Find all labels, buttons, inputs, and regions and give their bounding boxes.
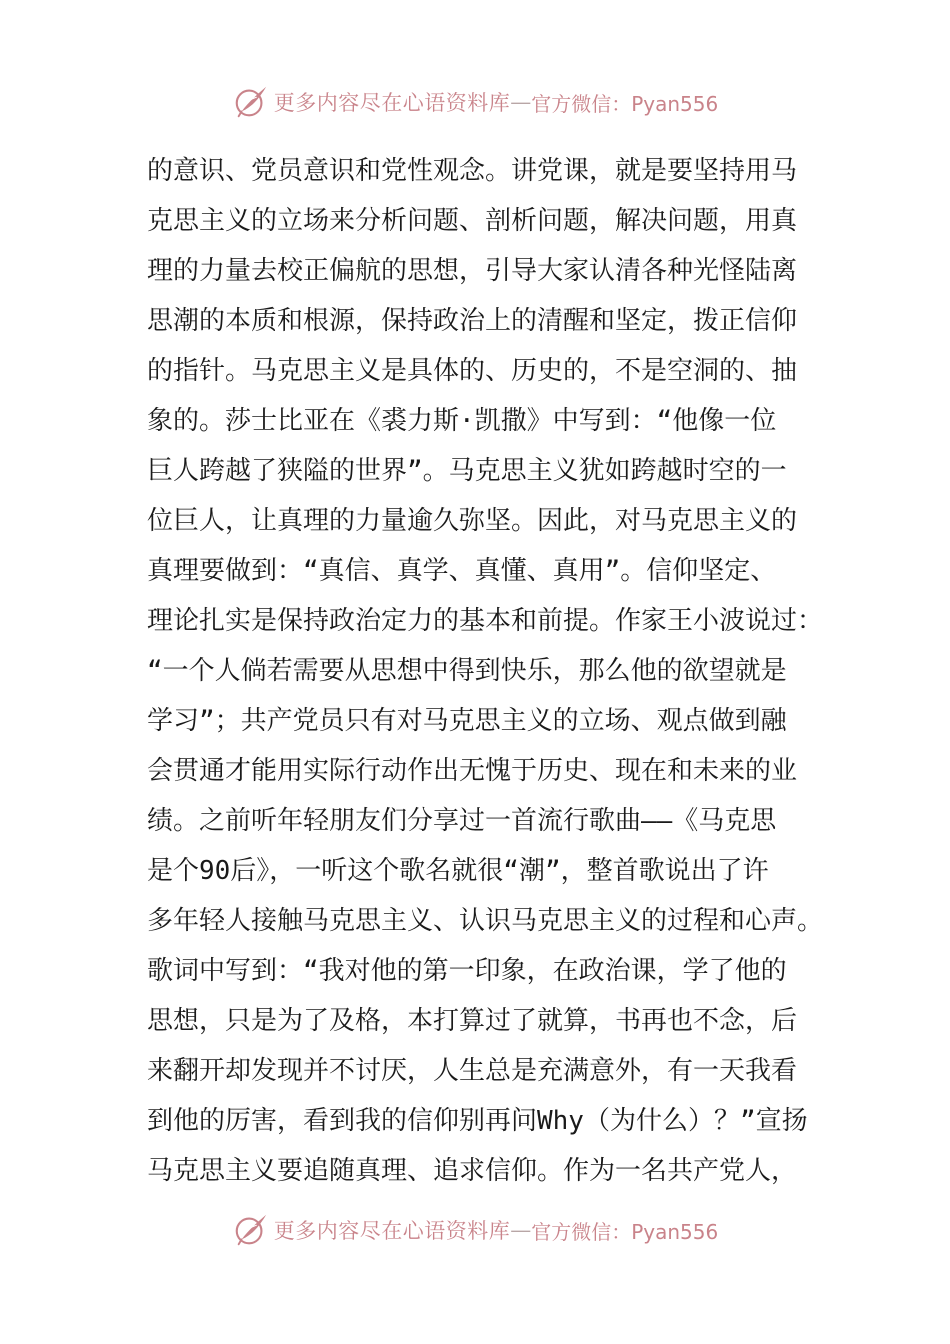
body-text-line: 是个90后》，一听这个歌名就很“潮”，整首歌说出了许 [147, 856, 769, 886]
body-text-line: 思想，只是为了及格，本打算过了就算，书再也不念，后 [147, 1006, 798, 1036]
quill-pen-logo-icon [232, 83, 270, 121]
body-text-line: 的指针。马克思主义是具体的、历史的，不是空洞的、抽 [147, 356, 798, 386]
document-body [147, 146, 827, 1196]
body-text-line: 理论扎实是保持政治定力的基本和前提。作家王小波说过： [147, 606, 824, 636]
footer-banner-separator: — [510, 1218, 532, 1242]
body-text-line: 巨人跨越了狭隘的世界”。马克思主义犹如跨越时空的一 [147, 456, 787, 486]
footer-banner-text: 更多内容尽在心语资料库 [273, 1219, 511, 1243]
body-text-line: 到他的厉害，看到我的信仰别再问Why（为什么）？”宣扬 [147, 1106, 808, 1136]
body-text-line: “一个人倘若需要从思想中得到快乐，那么他的欲望就是 [147, 656, 787, 686]
body-text-line: 理的力量去校正偏航的思想，引导大家认清各种光怪陆离 [147, 256, 798, 286]
header-watermark-banner [0, 80, 950, 124]
body-text-line: 的意识、党员意识和党性观念。讲党课，就是要坚持用马 [147, 156, 798, 186]
header-banner-text: 更多内容尽在心语资料库 [273, 91, 511, 115]
body-text-line: 来翻开却发现并不讨厌，人生总是充满意外，有一天我看 [147, 1056, 798, 1086]
body-text-line: 思潮的本质和根源，保持政治上的清醒和坚定，拨正信仰 [147, 306, 798, 336]
body-text-line: 真理要做到：“真信、真学、真懂、真用”。信仰坚定、 [147, 556, 777, 586]
footer-watermark-banner [0, 1208, 950, 1252]
body-text-line: 象的。莎士比亚在《裘力斯·凯撒》中写到：“他像一位 [147, 406, 777, 436]
body-text-line: 会贯通才能用实际行动作出无愧于历史、现在和未来的业 [147, 756, 798, 786]
body-text-line: 位巨人，让真理的力量逾久弥坚。因此，对马克思主义的 [147, 506, 798, 536]
body-text-line: 歌词中写到：“我对他的第一印象，在政治课，学了他的 [147, 956, 787, 986]
body-text-line: 绩。之前听年轻朋友们分享过一首流行歌曲——《马克思 [147, 806, 777, 836]
footer-banner-contact: 官方微信：Pyan556 [531, 1219, 719, 1244]
header-banner-separator: — [510, 90, 532, 114]
quill-pen-logo-icon [232, 1211, 270, 1249]
body-text-line: 学习”；共产党员只有对马克思主义的立场、观点做到融 [147, 706, 787, 736]
header-banner-contact: 官方微信：Pyan556 [531, 91, 719, 116]
body-text-line: 马克思主义要追随真理、追求信仰。作为一名共产党人， [147, 1156, 798, 1186]
body-text-line: 多年轻人接触马克思主义、认识马克思主义的过程和心声。 [147, 906, 824, 936]
body-text-line: 克思主义的立场来分析问题、剖析问题，解决问题，用真 [147, 206, 798, 236]
